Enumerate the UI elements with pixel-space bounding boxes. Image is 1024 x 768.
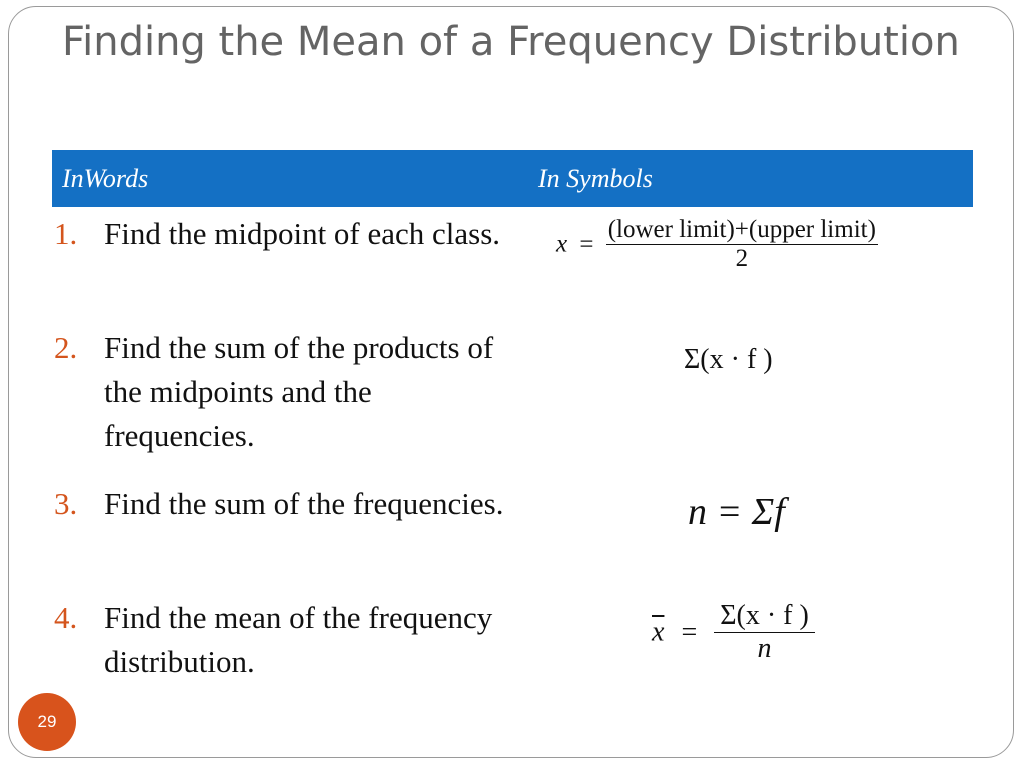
step-3	[54, 482, 504, 526]
fraction-denominator: 2	[606, 244, 878, 273]
fraction-denominator: n	[714, 632, 815, 665]
step-2	[54, 326, 504, 458]
column-header-words: InWords	[62, 164, 149, 193]
step-number: 3.	[54, 486, 78, 521]
step-number: 1.	[54, 216, 78, 251]
formula-midpoint	[556, 216, 878, 273]
formula-fraction	[714, 600, 815, 665]
formula-sum-frequencies: n = Σf	[688, 491, 785, 533]
step-number: 2.	[54, 330, 78, 365]
page-number-badge: 29	[18, 693, 76, 751]
step-1	[54, 212, 504, 256]
table-header	[52, 150, 973, 207]
formula-lhs: $\overline{x}$	[652, 616, 665, 648]
step-text: Find the midpoint of each class.	[104, 216, 501, 251]
formula-sum-products: Σ(x · f )	[684, 344, 773, 375]
fraction-numerator: (lower limit)+(upper limit)	[607, 216, 876, 243]
fraction-numerator: Σ(x · f )	[720, 600, 809, 631]
formula-equals: =	[681, 616, 698, 648]
formula-mean	[652, 600, 815, 665]
step-4	[54, 596, 504, 684]
formula-fraction	[606, 216, 878, 273]
step-text: Find the mean of the frequency distribution.	[104, 600, 493, 679]
formula-lhs: x	[556, 230, 568, 258]
column-header-symbols: In Symbols	[538, 164, 653, 193]
formula-equals: =	[579, 230, 594, 258]
step-text: Find the sum of the products of the midpoints and the frequencies.	[104, 330, 494, 453]
slide-title: Finding the Mean of a Frequency Distribution	[62, 19, 960, 65]
step-number: 4.	[54, 600, 78, 635]
step-text: Find the sum of the frequencies.	[104, 486, 504, 521]
